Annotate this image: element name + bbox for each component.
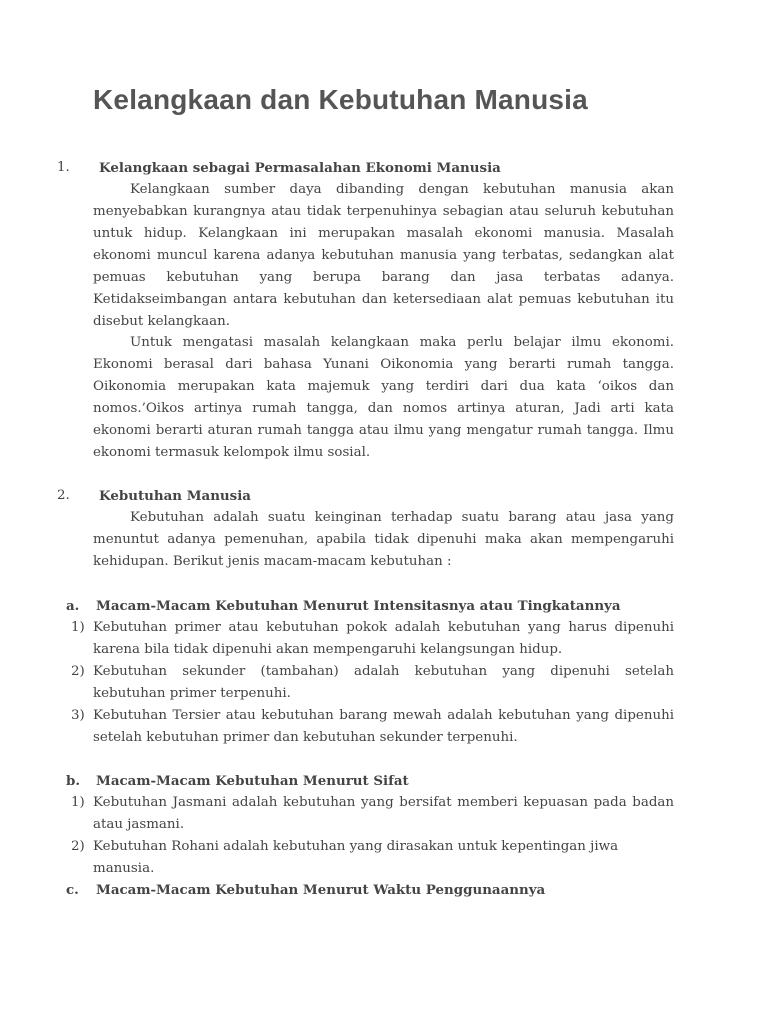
list-item-number: 2) (71, 839, 85, 854)
list-item-number: 3) (71, 708, 85, 723)
list-item: Kebutuhan Rohani adalah kebutuhan yang dirasakan untuk kepentingan jiwa manusia. (93, 839, 619, 876)
list-item-number: 1) (71, 620, 85, 635)
sub-b-heading: Macam-Macam Kebutuhan Menurut Sifat (96, 773, 409, 789)
page-title: Kelangkaan dan Kebutuhan Manusia (93, 84, 588, 115)
section-1-paragraph-1: Kelangkaan sumber daya dibanding dengan kebutuhan manusia akan menyebabkan kurangnya atau tidak terpenuhinya sebagian atau seluruh kebutuhan untuk hidup. Kelangkaan ini merupakan masalah ekonomi manusia. Masalah ekonomi muncul karena adanya kebutuhan manusia yang terbatas, sedangkan alat pemuas kebutuhan yang berupa barang dan jasa terbatas adanya. Ketidakseimbangan antara kebutuhan dan ketersediaan alat pemuas kebutuhan itu disebut kelangkaan. (93, 182, 674, 329)
section-1-heading: Kelangkaan sebagai Permasalahan Ekonomi Manusia (99, 160, 501, 176)
section-1-number: 1. (57, 160, 70, 175)
section-1-paragraph-2: Untuk mengatasi masalah kelangkaan maka perlu belajar ilmu ekonomi. Ekonomi berasal dari bahasa Yunani Oikonomia yang berarti rumah tangga. Oikonomia merupakan kata majemuk yang terdiri dari dua kata ‘oikos dan nomos.’Oikos artinya rumah tangga, dan nomos artinya aturan, Jadi arti kata ekonomi berarti aturan rumah tangga atau ilmu yang mengatur rumah tangga. Ilmu ekonomi termasuk kelompok ilmu sosial. (93, 335, 674, 460)
section-2-paragraph-1: Kebutuhan adalah suatu keinginan terhadap suatu barang atau jasa yang menuntut adanya pemenuhan, apabila tidak dipenuhi maka akan mempengaruhi kehidupan. Berikut jenis macam-macam kebutuhan : (93, 510, 674, 569)
section-2-number: 2. (57, 488, 70, 503)
list-item: Kebutuhan Jasmani adalah kebutuhan yang bersifat memberi kepuasan pada badan atau jasmani. (93, 795, 674, 832)
list-item: Kebutuhan sekunder (tambahan) adalah kebutuhan yang dipenuhi setelah kebutuhan primer terpenuhi. (93, 664, 674, 701)
sub-c-heading: Macam-Macam Kebutuhan Menurut Waktu Penggunaannya (96, 882, 546, 898)
sub-b-marker: b. (66, 773, 81, 789)
list-item-number: 2) (71, 664, 85, 679)
list-item-number: 1) (71, 795, 85, 810)
list-item: Kebutuhan Tersier atau kebutuhan barang mewah adalah kebutuhan yang dipenuhi setelah kebutuhan primer dan kebutuhan sekunder terpenuhi. (93, 708, 674, 745)
sub-a-heading: Macam-Macam Kebutuhan Menurut Intensitasnya atau Tingkatannya (96, 598, 621, 614)
sub-a-marker: a. (66, 598, 80, 614)
section-2-heading: Kebutuhan Manusia (99, 488, 251, 504)
sub-c-marker: c. (66, 882, 79, 898)
list-item: Kebutuhan primer atau kebutuhan pokok adalah kebutuhan yang harus dipenuhi karena bila tidak dipenuhi akan mempengaruhi kelangsungan hidup. (93, 620, 674, 657)
